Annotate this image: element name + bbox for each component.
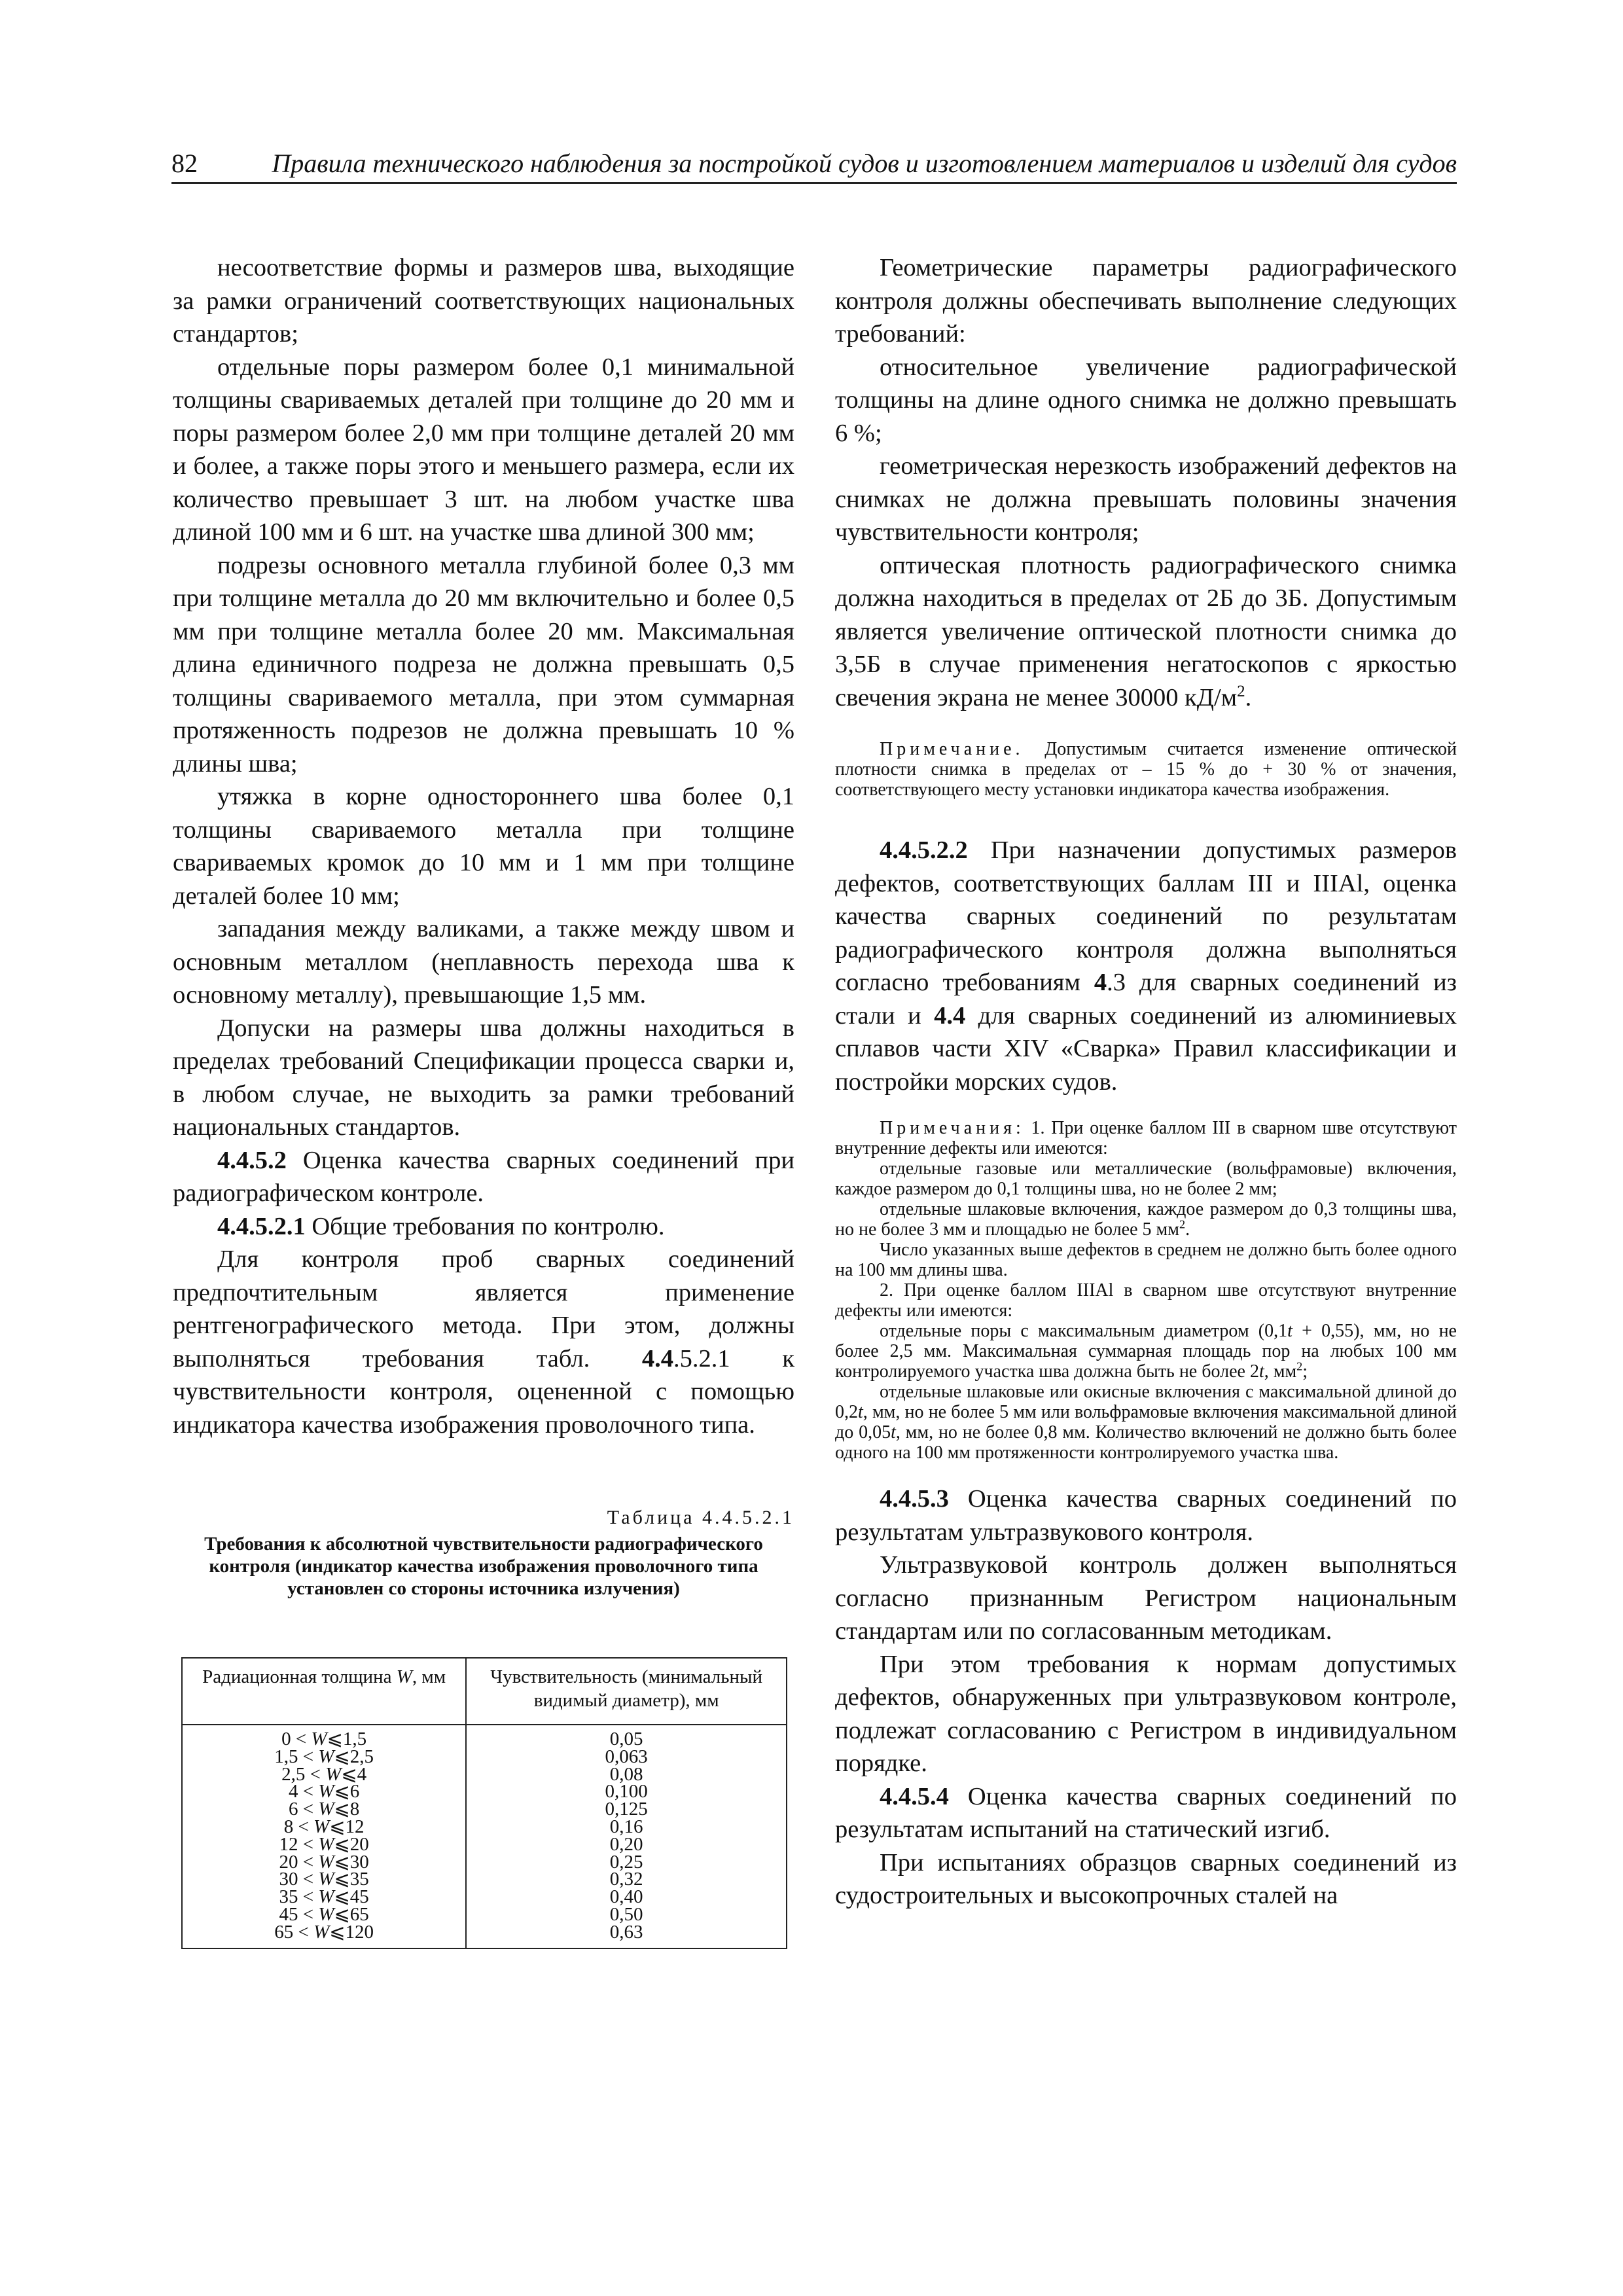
section-heading: 4.4.5.4 Оценка качества сварных соединений по результатам испытаний на статический изгиб. [835,1782,1457,1843]
sensitivity-table [181,1657,787,1949]
table-row [182,1725,787,1748]
paragraph: При этом требования к нормам допустимых дефектов, обнаруженных при ультразвуковом контроле, подлежат согласованию с Регистром в индивидуальном порядке. [835,1650,1457,1777]
sensitivity-cell: 0,16 [466,1818,787,1836]
table-row [182,1924,787,1948]
table-row [182,1783,787,1801]
paragraph: геометрическая нерезкость изображений дефектов на снимках не должна превышать половины значения чувствительности контроля; [835,452,1457,546]
sensitivity-cell: 0,32 [466,1871,787,1888]
thickness-cell: 8 < W⩽12 [182,1818,466,1836]
thickness-cell: 30 < W⩽35 [182,1871,466,1888]
thickness-cell: 35 < W⩽45 [182,1888,466,1906]
note-label: Примечание. [880,739,1024,759]
thickness-cell: 45 < W⩽65 [182,1906,466,1924]
page-number: 82 [171,149,198,178]
column-header-sensitivity: Чувствительность (минимальный видимый диаметр), мм [466,1658,787,1725]
paragraph: несоответствие формы и размеров шва, выходящие за рамки ограничений соответствующих национальных стандартов; [173,254,794,348]
sensitivity-cell: 0,125 [466,1801,787,1818]
section-number: 4.4.5.3 [880,1485,949,1513]
paragraph: Допуски на размеры шва должны находиться в пределах требований Спецификации процесса сварки и, в любом случае, не выходить за рамки требований национальных стандартов. [173,1014,794,1141]
sensitivity-cell: 0,25 [466,1854,787,1871]
sensitivity-cell: 0,05 [466,1725,787,1748]
table-caption: Таблица 4.4.5.2.1 [607,1507,794,1528]
note: Примечание. Допустимым считается изменение оптической плотности снимка в пределах от – 15 % до + 30 % от значения, соответствующего месту установки индикатора качества изображения. [835,739,1457,800]
section-heading: 4.4.5.2.1 Общие требования по контролю. [217,1212,665,1240]
notes: Примечания: 1. При оценке баллом III в сварном шве отсутствуют внутренние дефекты или имеются: отдельные газовые или металлические (вольфрамовые) включения, каждое размером до 0,1 толщины шва, но не более 2 мм; отдельные шлаковые включения, каждое размером до 0,3 толщины шва, но не более 3 мм и площадью не более 5 $мм^2$. Число указанных выше дефектов в среднем не должно быть более одного на 100 мм длины шва. 2. При оценке баллом IIIAl в сварном шве отсутствуют внутренние дефекты или имеются: отдельные поры с максимальным диаметром (0,1t + 0,55), мм, но не более 2,5 мм. Максимальная суммарная площадь пор на любых 100 мм контролируемого участка шва должна быть не более 2t, $мм^2$; отдельные шлаковые или окисные включения с максимальной длиной до 0,2t, мм, но не более 5 мм или вольфрамовые включения максимальной длиной до 0,05t, мм, но не более 0,8 мм. Количество включений не должно быть более одного на 100 мм протяженности контролируемого участка шва. [835,1118,1457,1463]
thickness-cell: 20 < W⩽30 [182,1854,466,1871]
right-column [835,251,1457,1912]
thickness-cell: 12 < W⩽20 [182,1836,466,1854]
sensitivity-cell: 0,08 [466,1766,787,1784]
sensitivity-cell: 0,40 [466,1888,787,1906]
section-number: 4.4.5.2 [217,1146,287,1174]
section-number: 4.4.5.2.1 [217,1212,306,1240]
thickness-cell: 65 < W⩽120 [182,1924,466,1948]
paragraph: Ультразвуковой контроль должен выполняться согласно признанным Регистром национальным стандартам или по согласованным методикам. [835,1551,1457,1645]
section-number: 4.4.5.2.2 [880,836,968,864]
sensitivity-cell: 0,20 [466,1836,787,1854]
notes-label: Примечания: [880,1118,1025,1138]
paragraph: западания между валиками, а также между швом и основным металлом (неплавность перехода шва к основному металлу), превышающие 1,5 мм. [173,915,794,1009]
table-reference: 4.4 [641,1344,674,1372]
page-header [171,145,1457,184]
table-header-row [182,1658,787,1725]
paragraph: Для контроля проб сварных соединений предпочтительным является применение рентгенографического метода. При этом, должны выполняться требования табл. 4.4.5.2.1 к чувствительности контроля, оцененной с помощью индикатора качества изображения проволочного типа. [173,1246,794,1439]
thickness-cell: 4 < W⩽6 [182,1783,466,1801]
thickness-cell: 1,5 < W⩽2,5 [182,1748,466,1766]
section-heading: 4.4.5.3 Оценка качества сварных соединений по результатам ультразвукового контроля. [835,1485,1457,1546]
paragraph: подрезы основного металла глубиной более 0,3 мм при толщине металла до 20 мм включительно и более 0,5 мм при толщине металла более 20 мм. Максимальная длина единичного подреза не должна превышать 0,5 толщины свариваемого металла, при этом суммарная протяженность подрезов не должна превышать 10 % длины шва; [173,551,794,778]
thickness-cell: 2,5 < W⩽4 [182,1766,466,1784]
paragraph: утяжка в корне одностороннего шва более 0,1 толщины свариваемого металла при толщине свариваемых кромок до 10 мм и 1 мм при толщине деталей более 10 мм; [173,783,794,910]
thickness-cell: 6 < W⩽8 [182,1801,466,1818]
paragraph: При испытаниях образцов сварных соединений из судостроительных и высокопрочных сталей на [835,1848,1457,1909]
table-row [182,1748,787,1766]
left-column [173,251,794,1441]
table-row [182,1818,787,1836]
paragraph: отдельные поры размером более 0,1 минимальной толщины свариваемых деталей при толщине до 20 мм и поры размером более 2,0 мм при толщине деталей 20 мм и более, а также поры этого и меньшего размера, если их количество превышает 3 шт. на любом участке шва длиной 100 мм и 6 шт. на участке шва длиной 300 мм; [173,353,794,546]
sensitivity-cell: 0,063 [466,1748,787,1766]
paragraph: относительное увеличение радиографической толщины на длине одного снимка не должно превышать 6 %; [835,353,1457,447]
column-header-thickness: Радиационная толщина W, мм [182,1658,466,1725]
running-title: Правила технического наблюдения за постройкой судов и изготовлением материалов и изделий для судов [272,149,1457,178]
thickness-cell: 0 < W⩽1,5 [182,1725,466,1748]
section-heading: 4.4.5.2.2 При назначении допустимых размеров дефектов, соответствующих баллам III и IIIAl, оценка качества сварных соединений по результатам радиографического контроля должна выполняться согласно требованиям 4.3 для сварных соединений из стали и 4.4 для сварных соединений из алюминиевых сплавов части XIV «Сварка» Правил классификации и постройки морских судов. [835,836,1457,1096]
table-title: Требования к абсолютной чувствительности радиографического контроля (индикатор качества изображения проволочного типа установлен со стороны источника излучения) [204,1534,763,1599]
sensitivity-cell: 0,100 [466,1783,787,1801]
sensitivity-cell: 0,63 [466,1924,787,1948]
section-number: 4.4.5.4 [880,1782,949,1810]
sensitivity-cell: 0,50 [466,1906,787,1924]
table-row [182,1906,787,1924]
section-heading: 4.4.5.2 Оценка качества сварных соединений при радиографическом контроле. [173,1146,794,1207]
paragraph: Геометрические параметры радиографического контроля должны обеспечивать выполнение следующих требований: [835,254,1457,348]
table-row [182,1871,787,1888]
table-row [182,1836,787,1854]
table-row [182,1801,787,1818]
table-row [182,1766,787,1784]
table-row [182,1854,787,1871]
paragraph: оптическая плотность радиографического снимка должна находиться в пределах от 2Б до 3Б. Допустимым является увеличение оптической плотности снимка до 3,5Б в случае применения негатоскопов с яркостью свечения экрана не менее 30000 $кД/м^2$. [835,551,1457,711]
table-row [182,1888,787,1906]
